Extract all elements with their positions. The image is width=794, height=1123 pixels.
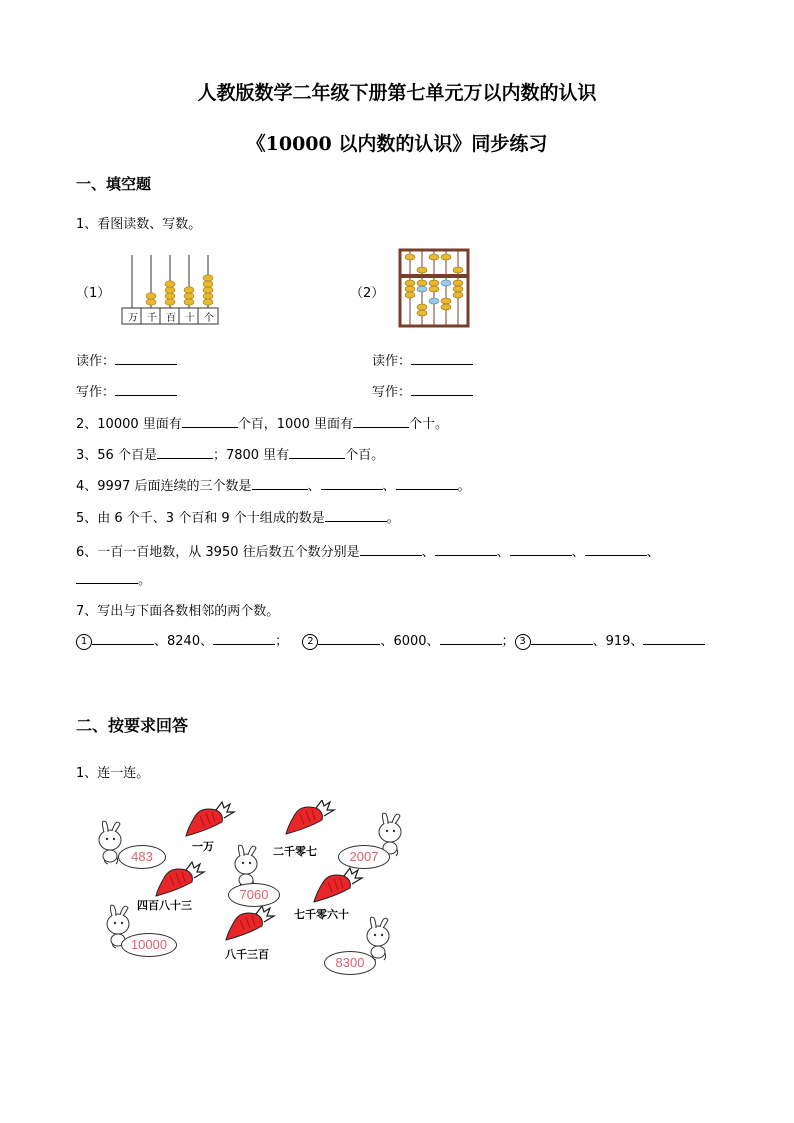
place-label-bai: 百 [166,313,176,324]
answer-blank[interactable] [411,351,473,365]
answer-blank[interactable] [435,542,497,556]
q1-part1-label: （1） [76,286,111,301]
word-label-baqiansanbai[interactable]: 八千三百 [225,948,269,961]
read-row-2 [372,350,473,369]
q3-text-c: 个百。 [345,448,385,463]
answer-blank[interactable] [213,631,275,645]
number-oval-10000[interactable]: 10000 [121,933,177,957]
answer-blank[interactable] [252,476,308,490]
q2-text-b: 个百，1000 里面有 [237,417,353,432]
circled-number-1: 1 [76,634,92,650]
section-answer: 二、按要求回答 [76,716,189,735]
answer-blank[interactable] [585,542,647,556]
answer-blank[interactable] [76,570,138,584]
abacus-figure [398,248,470,328]
q2-text-c: 个十。 [408,417,448,432]
answer-blank[interactable] [510,542,572,556]
answer-blank[interactable] [643,631,705,645]
question-4 [76,475,471,494]
q4-text-a: 4、9997 后面连续的三个数是 [76,479,252,494]
q6-text-a: 6、一百一百地数，从 3950 往后数五个数分别是 [76,545,360,560]
question-connect: 1、连一连。 [76,766,150,781]
write-label: 写作： [76,385,116,400]
semicolon: ； [275,634,289,649]
q7-value-2: 6000 [393,634,427,649]
separator: 、 [380,634,394,649]
q1-part2-label: （2） [350,286,385,301]
section-fill-blanks: 一、填空题 [76,175,152,193]
separator: 、 [426,634,440,649]
doc-title: 人教版数学二年级下册第七单元万以内数的认识 [197,82,597,104]
separator: 、 [496,545,510,560]
question-3 [76,444,384,463]
place-label-ge: 个 [204,313,214,324]
word-label-yiwan[interactable]: 一万 [192,840,214,853]
answer-blank[interactable] [411,382,473,396]
period: 。 [457,479,471,494]
write-row-1 [76,381,177,400]
answer-blank[interactable] [396,476,458,490]
doc-subtitle: 《10000 以内数的认识》同步练习 [246,133,548,155]
question-5 [76,507,400,526]
answer-blank[interactable] [325,508,387,522]
circled-number-2: 2 [302,634,318,650]
word-label-qiqianlingliushi[interactable]: 七千零六十 [294,908,349,921]
answer-blank[interactable] [289,445,345,459]
separator: 、 [646,545,660,560]
q7-value-1: 8240 [167,634,201,649]
semicolon: ； [501,634,515,649]
question-6 [76,541,660,560]
separator: 、 [592,634,606,649]
q7-value-3: 919 [605,634,631,649]
separator: 、 [630,634,644,649]
separator: 、 [200,634,214,649]
word-label-sibaibashisan[interactable]: 四百八十三 [137,899,192,912]
write-label: 写作： [372,385,412,400]
separator: 、 [571,545,585,560]
answer-blank[interactable] [360,542,422,556]
place-label-wan: 万 [128,313,138,324]
number-oval-8300[interactable]: 8300 [324,951,376,975]
question-2 [76,413,448,432]
number-oval-483[interactable]: 483 [118,845,166,869]
answer-blank[interactable] [182,414,238,428]
answer-blank[interactable] [115,351,177,365]
question-6-cont [76,569,151,588]
read-row-1 [76,350,177,369]
separator: 、 [307,479,321,494]
period: 。 [138,573,152,588]
read-label: 读作： [372,354,412,369]
number-oval-7060[interactable]: 7060 [228,883,280,907]
period: 。 [386,511,400,526]
number-oval-2007[interactable]: 2007 [338,845,390,869]
write-row-2 [372,381,473,400]
q2-text-a: 2、10000 里面有 [76,417,182,432]
answer-blank[interactable] [353,414,409,428]
answer-blank[interactable] [115,382,177,396]
answer-blank[interactable] [157,445,213,459]
question-7-items [76,630,705,650]
word-label-erqianlingqi[interactable]: 二千零七 [273,845,317,858]
q3-text-b: ；7800 里有 [212,448,290,463]
question-1: 1、看图读数、写数。 [76,217,202,232]
answer-blank[interactable] [440,631,502,645]
q3-text-a: 3、56 个百是 [76,448,157,463]
answer-blank[interactable] [92,631,154,645]
read-label: 读作： [76,354,116,369]
q5-text-a: 5、由 6 个千、3 个百和 9 个十组成的数是 [76,511,325,526]
separator: 、 [421,545,435,560]
place-label-shi: 十 [185,313,195,324]
answer-blank[interactable] [321,476,383,490]
answer-blank[interactable] [531,631,593,645]
question-7: 7、写出与下面各数相邻的两个数。 [76,604,280,619]
separator: 、 [154,634,168,649]
answer-blank[interactable] [318,631,380,645]
separator: 、 [382,479,396,494]
place-label-qian: 千 [147,313,157,324]
circled-number-3: 3 [515,634,531,650]
